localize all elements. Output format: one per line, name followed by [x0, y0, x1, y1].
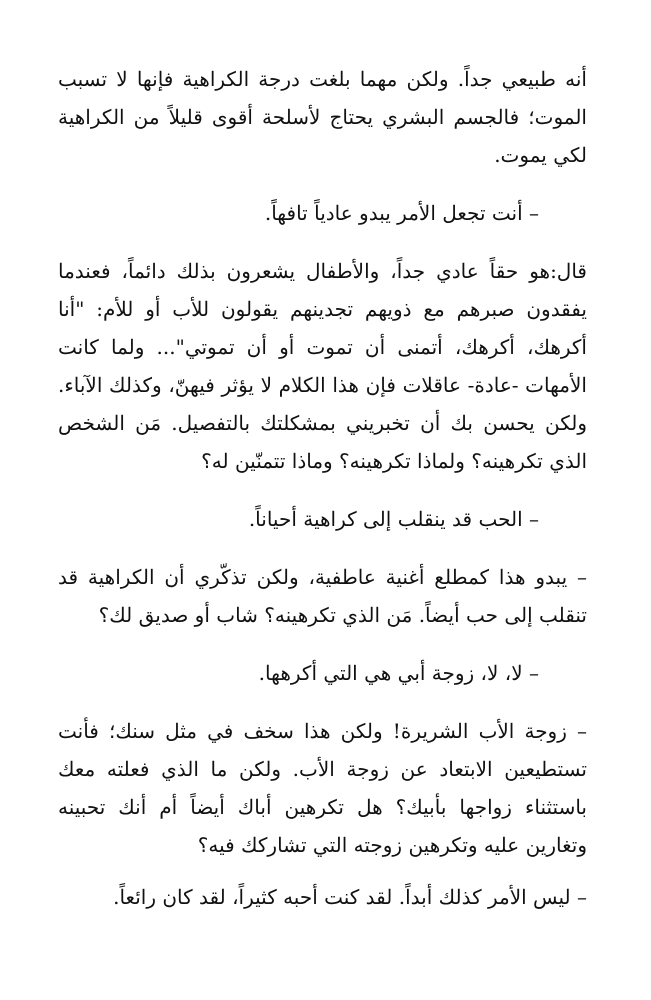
paragraph: – زوجة الأب الشريرة! ولكن هذا سخف في مثل سنك؛ فأنت تستطيعين الابتعاد عن زوجة الأب. ولكن ما الذي فعلته معك باستثناء زواجها بأبيك؟ هل تكرهين أباك أيضاً أم أنك تحبينه وتغارين عليه وتكرهين زوجته التي تشاركك فيه؟	[58, 719, 587, 857]
paragraph: – يبدو هذا كمطلع أغنية عاطفية، ولكن تذكّري أن الكراهية قد تنقلب إلى حب أيضاً. مَن الذي تكرهينه؟ شاب أو صديق لك؟	[58, 565, 587, 627]
paragraph: قال:هو حقاً عادي جداً، والأطفال يشعرون بذلك دائماً، فعندما يفقدون صبرهم مع ذويهم تجدينهم يقولون للأب أو للأم: "أنا أكرهك، أكرهك، أتمنى أن تموت أو أن تموتي"... ولما كانت الأمهات -عادة- عاقلات فإن هذا الكلام لا يؤثر فيهنّ، وكذلك الآباء. ولكن يحسن بك أن تخبريني بمشكلتك بالتفصيل. مَن الشخص الذي تكرهينه؟ ولماذا تكرهينه؟ وماذا تتمنّين له؟	[58, 259, 587, 473]
paragraph: – ليس الأمر كذلك أبداً. لقد كنت أحبه كثيراً، لقد كان رائعاً.	[113, 885, 587, 909]
paragraph: أنه طبيعي جداً. ولكن مهما بلغت درجة الكراهية فإنها لا تسبب الموت؛ فالجسم البشري يحتاج لأسلحة أقوى قليلاً من الكراهية لكي يموت.	[58, 67, 587, 167]
dialogue-line: – أنت تجعل الأمر يبدو عادياً تافهاً.	[264, 201, 539, 225]
dialogue-line: – لا، لا، زوجة أبي هي التي أكرهها.	[258, 661, 539, 685]
dialogue-line: – الحب قد ينقلب إلى كراهية أحياناً.	[248, 507, 539, 531]
